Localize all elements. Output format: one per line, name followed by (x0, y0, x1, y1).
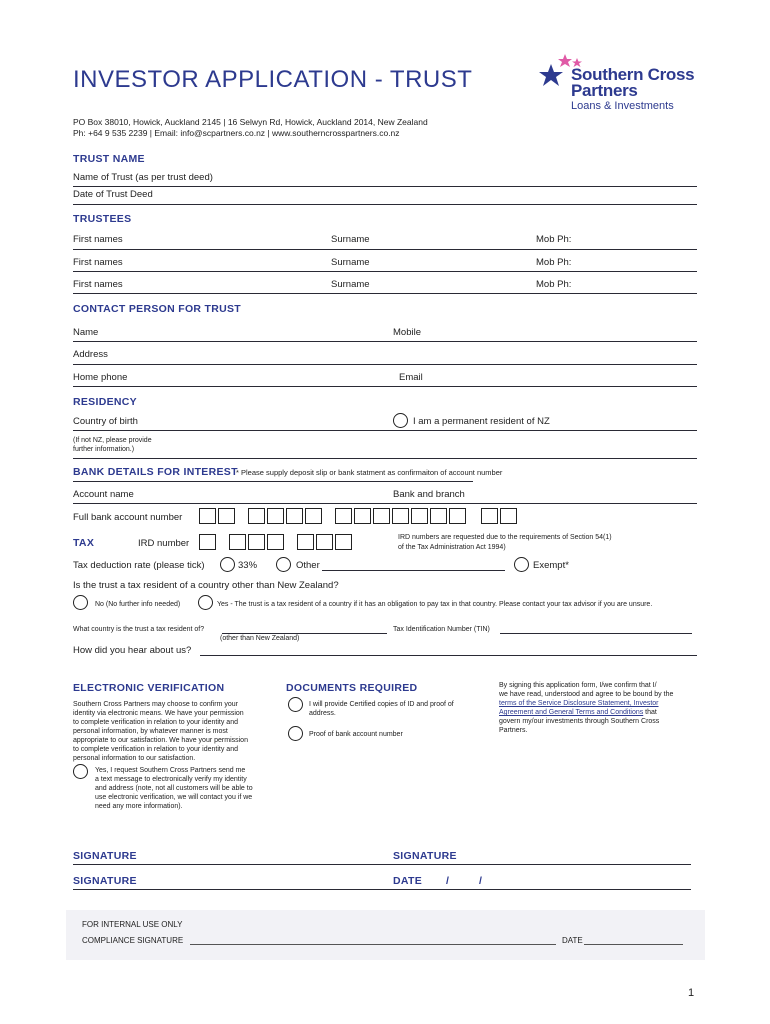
trustee-3-first-label: First names (73, 279, 123, 290)
address-line: PO Box 38010, Howick, Auckland 2145 | 16 Selwyn Rd, Howick, Auckland 2014, New Zealand (73, 117, 428, 127)
section-electronic-verification: ELECTRONIC VERIFICATION (73, 682, 225, 694)
electronic-verification-text: Southern Cross Partners may choose to confirm your identity via electronic means. We have your permission to complete verification in relation to your identity and personal information, by whatever manner is most appropriate to our satisfaction. We have your permission to complete verification in relation to your identity and personal information to our satisfaction. (73, 701, 248, 762)
account-name-label: Account name (73, 489, 134, 500)
contact-name-label: Name (73, 327, 99, 338)
tax-resident-no-radio[interactable] (73, 595, 88, 610)
signature-3-label: SIGNATURE (73, 875, 137, 887)
trustee-3-field[interactable] (73, 293, 697, 294)
section-documents-required: DOCUMENTS REQUIRED (286, 682, 418, 694)
tax-33-radio[interactable] (220, 557, 235, 572)
hear-about-us-field[interactable] (200, 655, 697, 656)
doc-id-checkbox[interactable] (288, 697, 303, 712)
trustee-1-surname-label: Surname (331, 234, 370, 245)
tax-exempt-label: Exempt* (533, 560, 569, 571)
ird-note-2: of the Tax Administration Act 1994) (398, 544, 506, 551)
ird-label: IRD number (138, 538, 190, 549)
doc-bank-checkbox[interactable] (288, 726, 303, 741)
doc-bank-label: Proof of bank account number (309, 731, 403, 738)
section-residency: RESIDENCY (73, 396, 137, 408)
tin-field[interactable] (500, 633, 692, 634)
contact-name-field[interactable] (73, 341, 697, 342)
tax-resident-yes-radio[interactable] (198, 595, 213, 610)
trustee-1-mob-label: Mob Ph: (536, 234, 572, 245)
compliance-signature-label: COMPLIANCE SIGNATURE (82, 936, 184, 945)
logo-text-line2: Partners (571, 81, 638, 100)
internal-date-field[interactable] (584, 944, 683, 945)
section-trust-name: TRUST NAME (73, 153, 145, 165)
account-bank-field[interactable] (73, 503, 697, 504)
residency-note-1: (If not NZ, please provide (73, 437, 152, 444)
trustee-2-first-label: First names (73, 257, 123, 268)
trustee-3-surname-label: Surname (331, 279, 370, 290)
contact-line: Ph: +64 9 535 2239 | Email: info@scpartners.co.nz | www.southerncrosspartners.co.nz (73, 128, 400, 138)
contact-phone-email-field[interactable] (73, 386, 697, 387)
page-number: 1 (688, 987, 695, 999)
date-slash-2: / (479, 875, 483, 887)
trustee-1-first-label: First names (73, 234, 123, 245)
trust-deed-date-label: Date of Trust Deed (73, 189, 153, 200)
internal-use-heading: FOR INTERNAL USE ONLY (82, 920, 183, 929)
trustee-3-mob-label: Mob Ph: (536, 279, 572, 290)
bank-note: * Please supply deposit slip or bank statment as confirmaiton of account number (236, 468, 503, 477)
signature-1-label: SIGNATURE (73, 850, 137, 862)
compliance-signature-field[interactable] (190, 944, 556, 945)
country-of-birth-field[interactable] (73, 430, 697, 431)
tax-other-field[interactable] (322, 570, 505, 571)
signature-row-2-field[interactable] (73, 889, 691, 890)
section-trustees: TRUSTEES (73, 213, 132, 225)
section-tax: TAX (73, 537, 95, 549)
terms-link[interactable]: terms of the Service Disclosure Statement, Investor (499, 700, 659, 707)
bank-heading-rule (73, 481, 473, 482)
trust-name-field[interactable] (73, 186, 697, 187)
section-bank: BANK DETAILS FOR INTEREST (73, 466, 238, 478)
tax-resident-no-label: No (No further info needed) (95, 601, 181, 608)
logo-text-line1: Southern Cross (571, 65, 695, 84)
signature-row-1-field[interactable] (73, 864, 691, 865)
company-logo (535, 52, 720, 116)
bank-branch-label: Bank and branch (393, 489, 465, 500)
doc-id-label-2: address. (309, 710, 336, 717)
trustee-2-mob-label: Mob Ph: (536, 257, 572, 268)
date-label: DATE (393, 875, 423, 887)
tax-33-label: 33% (238, 560, 258, 571)
contact-address-label: Address (73, 349, 108, 360)
page-title: INVESTOR APPLICATION - TRUST (73, 66, 473, 93)
contact-home-phone-label: Home phone (73, 372, 128, 383)
tax-country-note: (other than New Zealand) (220, 635, 300, 642)
trust-name-label: Name of Trust (as per trust deed) (73, 172, 213, 183)
ird-note-1: IRD numbers are requested due to the requirements of Section 54(1) (398, 534, 612, 541)
trust-deed-date-field[interactable] (73, 204, 697, 205)
tin-label: Tax Identification Number (TIN) (393, 626, 490, 633)
electronic-consent-checkbox[interactable] (73, 764, 88, 779)
country-of-birth-label: Country of birth (73, 416, 138, 427)
contact-address-field[interactable] (73, 364, 697, 365)
residency-info-field[interactable] (73, 458, 697, 459)
logo-tagline: Loans & Investments (571, 100, 674, 112)
section-contact: CONTACT PERSON FOR TRUST (73, 303, 242, 315)
trustee-2-field[interactable] (73, 271, 697, 272)
trustee-2-surname-label: Surname (331, 257, 370, 268)
tax-exempt-radio[interactable] (514, 557, 529, 572)
contact-mobile-label: Mobile (393, 327, 421, 338)
tax-resident-yes-label: Yes - The trust is a tax resident of a country if it has an obligation to pay tax in that country. Please contact your tax advisor if you are unsure. (217, 601, 653, 608)
doc-id-label-1: I will provide Certified copies of ID and proof of (309, 701, 454, 708)
tax-rate-label: Tax deduction rate (please tick) (73, 560, 205, 571)
signature-2-label: SIGNATURE (393, 850, 457, 862)
permanent-resident-label: I am a permanent resident of NZ (413, 416, 550, 427)
electronic-consent-text: Yes, I request Southern Cross Partners send me a text message to electronically verify my identity and address (note, not all customers will be able to use electronic verification, we will contact you if we need any more information). (95, 767, 253, 810)
tax-other-label: Other (296, 560, 320, 571)
internal-date-label: DATE (562, 936, 583, 945)
trustee-1-field[interactable] (73, 249, 697, 250)
contact-email-label: Email (399, 372, 423, 383)
tax-residency-question: Is the trust a tax resident of a country other than New Zealand? (73, 580, 339, 591)
internal-use-box (66, 910, 705, 960)
tax-other-radio[interactable] (276, 557, 291, 572)
terms-link-2[interactable]: Agreement and General Terms and Conditions (499, 709, 644, 716)
permanent-resident-radio[interactable] (393, 413, 408, 428)
hear-about-us-label: How did you hear about us? (73, 645, 192, 656)
full-account-label: Full bank account number (73, 512, 183, 523)
declaration-text: By signing this application form, I/we confirm that I/ we have read, understood and agree to be bound by the terms of the Service Disclosure Statement, Investor Agreement and General Terms and Conditions that govern my/our investments through Southern Cross Partners. (499, 681, 699, 735)
tax-country-question: What country is the trust a tax resident of? (73, 626, 205, 633)
date-slash-1: / (446, 875, 450, 887)
residency-note-2: further information.) (73, 446, 135, 453)
